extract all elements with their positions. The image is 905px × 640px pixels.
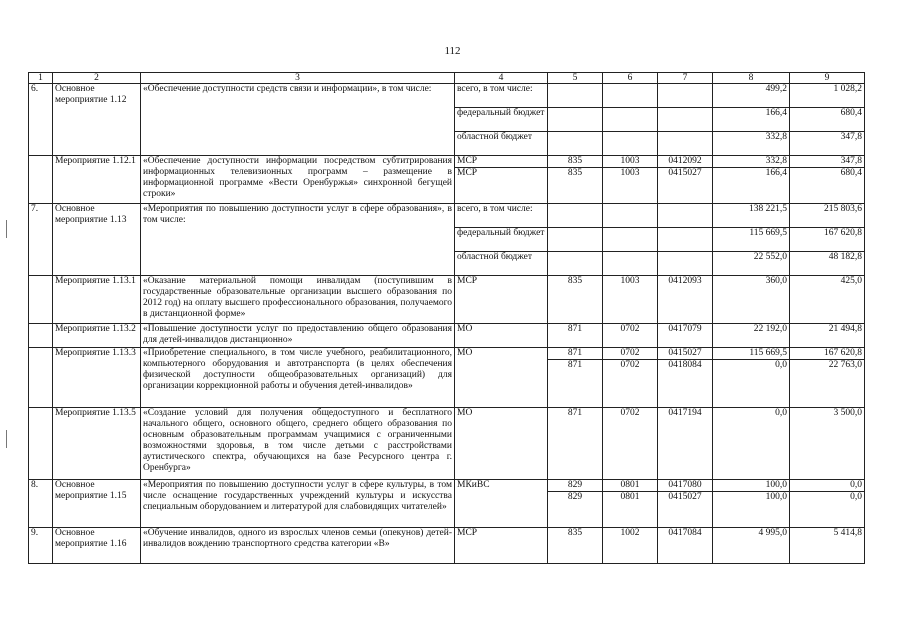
row-number: 8. xyxy=(29,480,53,528)
code-col7: 0412093 xyxy=(658,276,713,324)
code-col5: 835 xyxy=(548,276,603,324)
table-row xyxy=(29,156,865,168)
code-col6: 0801 xyxy=(603,480,658,492)
amount-col9: 3 500,0 xyxy=(790,408,865,480)
activity-description: «Обучение инвалидов, одного из взрослых членов семьи (опекунов) детей-инвалидов вождению транспортного средства категории «В» xyxy=(141,528,455,564)
table-row xyxy=(29,408,865,480)
funding-source: областной бюджет xyxy=(455,252,548,276)
amount-col8: 332,8 xyxy=(713,132,790,156)
code-col5: 871 xyxy=(548,408,603,480)
page-number: 112 xyxy=(444,45,461,57)
column-header: 6 xyxy=(603,73,658,84)
table-row xyxy=(29,528,865,564)
code-col7: 0417079 xyxy=(658,324,713,348)
activity-description: «Мероприятия по повышению доступности услуг в сфере образования», в том числе: xyxy=(141,204,455,276)
row-number: 9. xyxy=(29,528,53,564)
amount-col8: 499,2 xyxy=(713,84,790,108)
amount-col9: 48 182,8 xyxy=(790,252,865,276)
row-number: 7. xyxy=(29,204,53,276)
amount-col8: 166,4 xyxy=(713,168,790,204)
amount-col9: 425,0 xyxy=(790,276,865,324)
code-col6: 0702 xyxy=(603,360,658,408)
code-col5: 835 xyxy=(548,168,603,204)
amount-col9: 1 028,2 xyxy=(790,84,865,108)
activity-name: Мероприятие 1.12.1 xyxy=(53,156,141,204)
amount-col8: 100,0 xyxy=(713,492,790,528)
activity-name: Основное мероприятие 1.16 xyxy=(53,528,141,564)
code-col7: 0412092 xyxy=(658,156,713,168)
code-col7: 0418084 xyxy=(658,360,713,408)
table-row xyxy=(29,348,865,360)
funding-source: МО xyxy=(455,408,548,480)
margin-mark xyxy=(6,430,7,448)
table-header-row xyxy=(29,73,865,84)
code-col6: 1002 xyxy=(603,528,658,564)
amount-col8: 332,8 xyxy=(713,156,790,168)
code-col7: 0417084 xyxy=(658,528,713,564)
column-header: 9 xyxy=(790,73,865,84)
amount-col9: 347,8 xyxy=(790,156,865,168)
activity-description: «Обеспечение доступности информации посредством субтитрирования информационных телевизионных программ – размещение в информационной программе «Вести Оренбуржья» синхронной бегущей строки» xyxy=(141,156,455,204)
amount-col8: 360,0 xyxy=(713,276,790,324)
code-col6: 1003 xyxy=(603,276,658,324)
amount-col8: 166,4 xyxy=(713,108,790,132)
activity-name: Мероприятие 1.13.2 xyxy=(53,324,141,348)
amount-col9: 0,0 xyxy=(790,480,865,492)
code-col7: 0415027 xyxy=(658,492,713,528)
code-col6: 1003 xyxy=(603,168,658,204)
code-col7: 0415027 xyxy=(658,348,713,360)
activity-name: Основное мероприятие 1.13 xyxy=(53,204,141,276)
code-col5: 829 xyxy=(548,492,603,528)
activity-description: «Создание условий для получения общедоступного и бесплатного начального общего, основного общего, среднего общего образования по основным образовательным программам учащимися с ограниченными возможностями здоровья, в том числе детьми с расстройствами аутистического спектра, обучающихся на базе Ресурсного центра г. Оренбурга» xyxy=(141,408,455,480)
column-header: 1 xyxy=(29,73,53,84)
activity-name: Основное мероприятие 1.15 xyxy=(53,480,141,528)
funding-source: МСР xyxy=(455,276,548,324)
amount-col9: 0,0 xyxy=(790,492,865,528)
budget-table xyxy=(28,72,865,564)
funding-source: всего, в том числе: xyxy=(455,84,548,108)
activity-description: «Приобретение специального, в том числе учебного, реабилитационного, компьютерного оборудования и автотранспорта (в целях обеспечения физической доступности общеобразовательных организаций) для организации коррекционной работы и обучения детей-инвалидов» xyxy=(141,348,455,408)
amount-col8: 22 552,0 xyxy=(713,252,790,276)
activity-name: Мероприятие 1.13.5 xyxy=(53,408,141,480)
code-col5: 871 xyxy=(548,348,603,360)
funding-source: МСР xyxy=(455,168,548,204)
column-header: 7 xyxy=(658,73,713,84)
code-col5: 835 xyxy=(548,528,603,564)
code-col5: 835 xyxy=(548,156,603,168)
activity-name: Мероприятие 1.13.1 xyxy=(53,276,141,324)
code-col7: 0417194 xyxy=(658,408,713,480)
code-col6: 1003 xyxy=(603,156,658,168)
amount-col9: 21 494,8 xyxy=(790,324,865,348)
code-col5: 871 xyxy=(548,360,603,408)
funding-source: МСР xyxy=(455,156,548,168)
table-row xyxy=(29,324,865,348)
column-header: 5 xyxy=(548,73,603,84)
column-header: 2 xyxy=(53,73,141,84)
funding-source: федеральный бюджет xyxy=(455,228,548,252)
margin-mark xyxy=(6,220,7,238)
funding-source: областной бюджет xyxy=(455,132,548,156)
funding-source: всего, в том числе: xyxy=(455,204,548,228)
code-col6: 0801 xyxy=(603,492,658,528)
amount-col8: 138 221,5 xyxy=(713,204,790,228)
row-number: 6. xyxy=(29,84,53,156)
column-header: 8 xyxy=(713,73,790,84)
code-col6: 0702 xyxy=(603,348,658,360)
activity-description: «Обеспечение доступности средств связи и информации», в том числе: xyxy=(141,84,455,156)
amount-col9: 167 620,8 xyxy=(790,348,865,360)
activity-name: Мероприятие 1.13.3 xyxy=(53,348,141,408)
activity-description: «Мероприятия по повышению доступности услуг в сфере культуры, в том числе оснащение государственных учреждений культуры и искусства специальным оборудованием и литературой для слабовидящих читателей» xyxy=(141,480,455,528)
amount-col9: 347,8 xyxy=(790,132,865,156)
amount-col9: 215 803,6 xyxy=(790,204,865,228)
code-col6: 0702 xyxy=(603,408,658,480)
activity-name: Основное мероприятие 1.12 xyxy=(53,84,141,156)
amount-col9: 167 620,8 xyxy=(790,228,865,252)
amount-col8: 115 669,5 xyxy=(713,228,790,252)
funding-source: федеральный бюджет xyxy=(455,108,548,132)
funding-source: МО xyxy=(455,324,548,348)
code-col5: 829 xyxy=(548,480,603,492)
code-col7: 0417080 xyxy=(658,480,713,492)
activity-description: «Повышение доступности услуг по предоставлению общего образования для детей-инвалидов дистанционно» xyxy=(141,324,455,348)
table-row xyxy=(29,84,865,108)
amount-col9: 5 414,8 xyxy=(790,528,865,564)
activity-description: «Оказание материальной помощи инвалидам (поступившим в государственные образовательные организации высшего образования по 2012 год) на оплату высшего профессионального образования, получаемого в дистанционной форме» xyxy=(141,276,455,324)
code-col5: 871 xyxy=(548,324,603,348)
funding-source: МСР xyxy=(455,528,548,564)
amount-col8: 4 995,0 xyxy=(713,528,790,564)
column-header: 3 xyxy=(141,73,455,84)
funding-source: МКиВС xyxy=(455,480,548,528)
code-col7: 0415027 xyxy=(658,168,713,204)
table-row xyxy=(29,204,865,228)
funding-source: МО xyxy=(455,348,548,408)
table-row xyxy=(29,276,865,324)
amount-col9: 680,4 xyxy=(790,108,865,132)
amount-col8: 115 669,5 xyxy=(713,348,790,360)
column-header: 4 xyxy=(455,73,548,84)
code-col6: 0702 xyxy=(603,324,658,348)
table-row xyxy=(29,480,865,492)
amount-col8: 0,0 xyxy=(713,360,790,408)
amount-col8: 0,0 xyxy=(713,408,790,480)
amount-col9: 680,4 xyxy=(790,168,865,204)
amount-col9: 22 763,0 xyxy=(790,360,865,408)
amount-col8: 22 192,0 xyxy=(713,324,790,348)
amount-col8: 100,0 xyxy=(713,480,790,492)
